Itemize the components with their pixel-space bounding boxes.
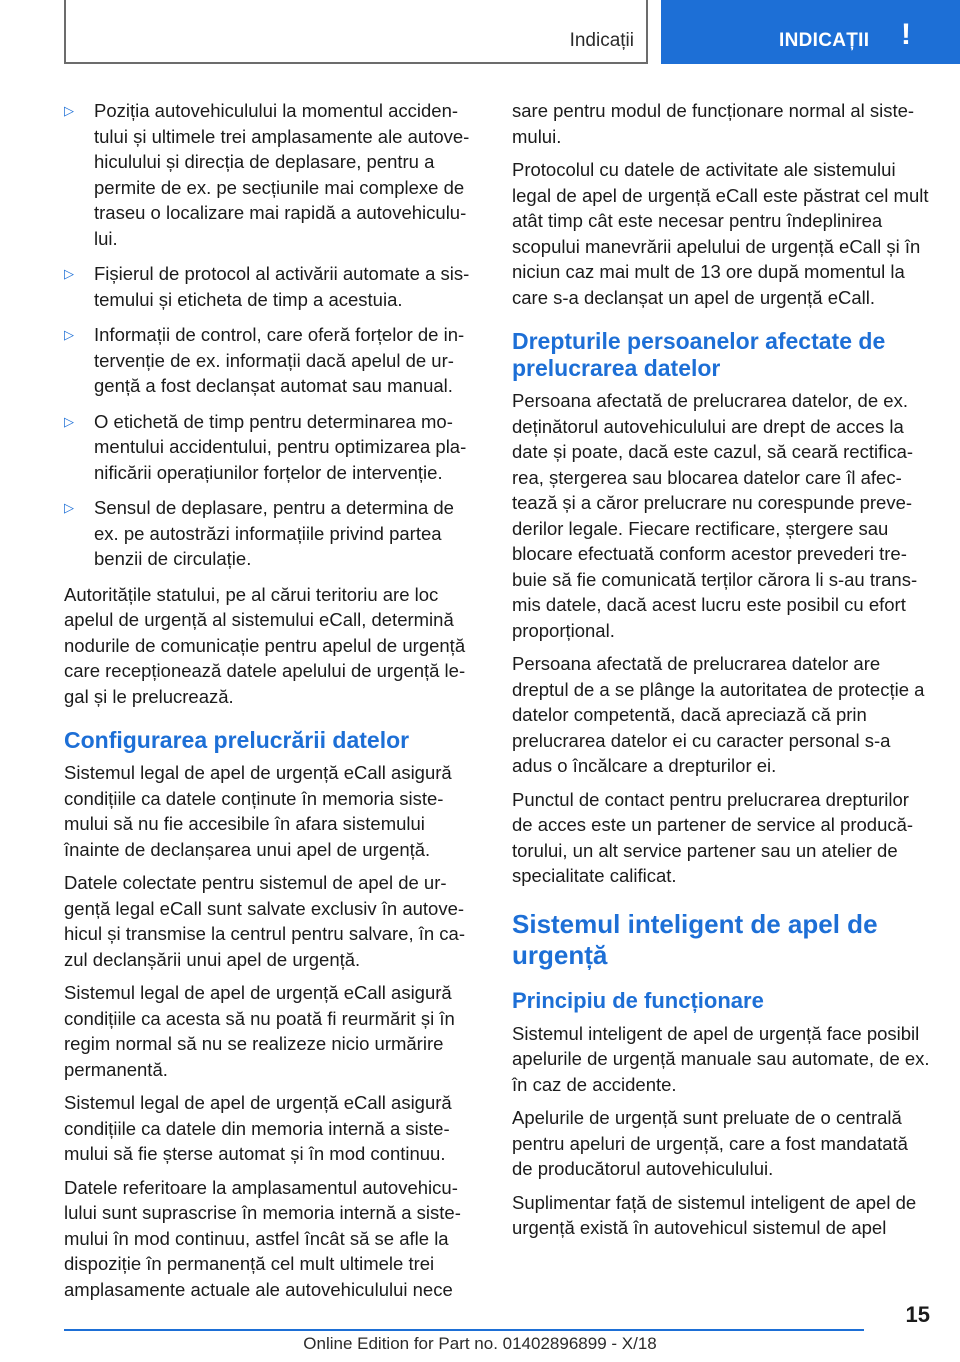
heading-smart-emergency-call: Sistemul inteligent de apel de urgență bbox=[512, 908, 878, 970]
left-column bbox=[64, 98, 478, 1310]
paragraph: Punctul de contact pentru prelucrarea drepturilor de acces este un partener de service al producătorului, un alt service partener sau un atelier de specialitate calificat. bbox=[512, 788, 914, 886]
right-column bbox=[512, 98, 930, 1249]
paragraph-continued: sare pentru modul de funcționare normal al sistemului. bbox=[512, 100, 915, 147]
triangle-right-icon: ▷ bbox=[64, 103, 74, 118]
paragraph: Sistemul legal de apel de urgență eCall asigură condițiile ca datele din memoria internă a sistemului să fie șterse automat și în mod continuu. bbox=[64, 1092, 452, 1164]
paragraph: Persoana afectată de prelucrarea datelor are dreptul de a se plânge la autoritatea de protecție a datelor competentă, dacă apreciază că prin prelucrarea datelor ei cu caracter personal s-a adus o încălcare a drepturilor ei. bbox=[512, 653, 925, 776]
heading-operating-principle: Principiu de funcționare bbox=[512, 987, 764, 1013]
list-item bbox=[64, 261, 478, 312]
triangle-right-icon: ▷ bbox=[64, 266, 74, 281]
header-section-box bbox=[64, 0, 648, 64]
triangle-right-icon: ▷ bbox=[64, 500, 74, 515]
list-item-text: Sensul de deplasare, pentru a determina de ex. pe autostrăzi informațiile privind partea benzii de circulație. bbox=[94, 497, 454, 569]
footer-divider bbox=[64, 1329, 864, 1331]
paragraph: Datele referitoare la amplasamentul autovehiculului sunt suprascrise în memoria internă a sistemului în mod continuu, astfel încât să se afle la dispoziție în permanență cel mult ultimele trei amplasamente actuale ale autovehiculului nece bbox=[64, 1176, 461, 1300]
triangle-right-icon: ▷ bbox=[64, 413, 74, 429]
paragraph: Suplimentar față de sistemul inteligent de apel de urgență există în autovehicul sistemul de apel bbox=[512, 1191, 917, 1238]
heading-data-configuration: Configurarea prelucrării datelor bbox=[64, 727, 410, 753]
header-section-label: Indicații bbox=[569, 30, 634, 51]
list-item-text: Informații de control, care oferă forțelor de intervenție de ex. informații dacă apelul de urgență a fost declanșat automat sau manual. bbox=[94, 324, 465, 396]
list-item bbox=[64, 322, 478, 399]
list-item bbox=[64, 409, 478, 486]
paragraph: Apelurile de urgență sunt preluate de o centrală pentru apeluri de urgență, care a fost mandatată de producătorul autovehiculului. bbox=[512, 1107, 908, 1179]
paragraph-protocol: Protocolul cu datele de activitate ale sistemului legal de apel de urgență eCall este păstrat cel mult atât timp cât este necesar pentru îndeplinirea scopului manevrării apelului de urgență eCall și în niciun caz mai mult de 13 ore după momentul la care s-a declanșat un apel de urgență eCall. bbox=[512, 159, 929, 308]
list-item bbox=[64, 98, 478, 251]
triangle-right-icon: ▷ bbox=[64, 327, 74, 342]
list-item-text: Fișierul de protocol al activării automate a sistemului și eticheta de timp a acestuia. bbox=[94, 263, 470, 310]
header-chapter-label: INDICAȚII bbox=[779, 30, 870, 51]
paragraph: Persoana afectată de prelucrarea datelor, de ex. deținătorul autovehiculului are drept de acces la date și poate, dacă este cazul, să ceară rectificarea, ștergerea sau blocarea datelor care îl afectează și a căror prelucrare nu corespunde prevederilor legale. Fiecare rectificare, ștergere sau blocare efectuată conform acestor prevederi trebuie să fie comunicată terților cărora li s-au transmis datele, dacă acest lucru este posibil cu efort proporțional. bbox=[512, 390, 918, 641]
list-item-text: O etichetă de timp pentru determinarea momentului accidentului, pentru optimizarea planificării operațiunilor forțelor de intervenție. bbox=[94, 410, 467, 483]
footer-edition-text: Online Edition for Part no. 01402896899 - X/18 bbox=[303, 1334, 657, 1353]
list-item bbox=[64, 495, 478, 572]
paragraph-authorities: Autoritățile statului, pe al cărui teritoriu are loc apelul de urgență al sistemului eCall, determină nodurile de comunicație pentru apelul de urgență care recepționează datele apelului de urgență legal și le prelucrează. bbox=[64, 583, 466, 707]
paragraph: Datele colectate pentru sistemul de apel de urgență legal eCall sunt salvate exclusiv în autovehicul și transmise la centrul pentru salvare, în cazul declanșării unui apel de urgență. bbox=[64, 872, 466, 970]
exclamation-icon: ! bbox=[901, 18, 911, 51]
paragraph: Sistemul legal de apel de urgență eCall asigură condițiile ca datele conținute în memoria sistemului să nu fie accesibile în afara sistemului înainte de declanșarea unui apel de urgență. bbox=[64, 762, 452, 860]
paragraph: Sistemul legal de apel de urgență eCall asigură condițiile ca acesta să nu poată fi reurmărit și în regim normal să nu se realizeze nicio urmărire permanentă. bbox=[64, 982, 455, 1080]
heading-data-subject-rights: Drepturile persoanelor afectate de prelucrarea datelor bbox=[512, 328, 886, 381]
page-number: 15 bbox=[905, 1302, 930, 1327]
list-item-text: Poziția autovehiculului la momentul accidentului și ultimele trei amplasamente ale autovehiculului și direcția de deplasare, pentru a permite de ex. pe secțiunile mai complexe de traseu o localizare mai rapidă a autovehiculului. bbox=[94, 100, 470, 249]
data-bullet-list bbox=[64, 98, 478, 572]
header-chapter-tab[interactable] bbox=[661, 0, 960, 64]
paragraph: Sistemul inteligent de apel de urgență face posibil apelurile de urgență manuale sau automate, de ex. în caz de accidente. bbox=[512, 1022, 930, 1095]
